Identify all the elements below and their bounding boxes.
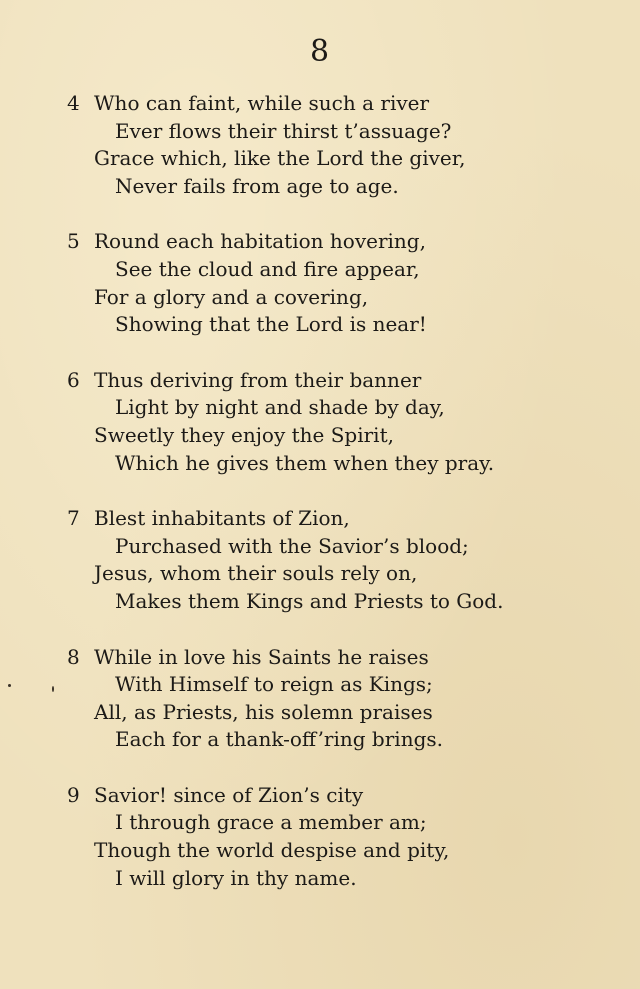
stanza-line-2: Light by night and shade by day,: [115, 395, 445, 420]
stanza-line-1: [67, 782, 627, 810]
stanza-line-1: [67, 505, 627, 533]
stanza-number: 7: [67, 506, 80, 531]
stanza-line-3: For a glory and a covering,: [94, 284, 369, 309]
stanza-number: 8: [67, 644, 80, 669]
stanza-line-2: With Himself to reign as Kings;: [115, 672, 433, 697]
stanza-line-3: Sweetly they enjoy the Spirit,: [94, 422, 394, 447]
stanza-7: [67, 505, 627, 615]
stanza-line-1: [67, 644, 627, 672]
line-text: Savior! since of Zion’s city: [94, 782, 364, 807]
line-text: Thus deriving from their banner: [94, 367, 422, 392]
stanza-line-1: [67, 228, 627, 256]
stanza-line-4: Each for a thank-off’ring brings.: [115, 727, 443, 752]
line-text: Who can faint, while such a river: [94, 91, 430, 115]
line-text: Round each habitation hovering,: [94, 229, 426, 254]
stanza-number: 9: [67, 782, 80, 807]
stanza-6: [67, 367, 627, 477]
page-number: 8: [309, 34, 331, 69]
line-text: While in love his Saints he raises: [94, 644, 429, 669]
stanza-line-3: All, as Priests, his solemn praises: [94, 699, 433, 724]
stanza-9: [67, 782, 627, 892]
stanza-line-4: Never fails from age to age.: [115, 173, 399, 198]
stanza-8: [67, 644, 627, 754]
stanza-line-2: Ever flows their thirst t’assuage?: [115, 118, 452, 143]
ink-spot: [8, 684, 11, 687]
stanza-line-1: [67, 367, 627, 395]
stanza-line-2: See the cloud and fire appear,: [115, 256, 420, 281]
ink-spot: [52, 686, 54, 692]
stanza-line-2: I through grace a member am;: [115, 810, 427, 835]
stanza-5: [67, 228, 627, 338]
stanza-line-3: Though the world despise and pity,: [94, 838, 450, 863]
stanza-4: [67, 90, 627, 200]
stanza-line-3: Jesus, whom their souls rely on,: [94, 561, 418, 586]
stanza-line-4: Showing that the Lord is near!: [115, 312, 427, 337]
stanza-line-4: I will glory in thy name.: [115, 865, 357, 890]
hymn-text: [67, 90, 627, 892]
stanza-number: 6: [67, 367, 80, 392]
stanza-line-1: [67, 90, 627, 118]
stanza-line-4: Which he gives them when they pray.: [115, 450, 495, 475]
stanza-number: 5: [67, 229, 80, 254]
stanza-line-3: Grace which, like the Lord the giver,: [94, 146, 466, 171]
stanza-number: 4: [67, 91, 80, 115]
stanza-line-2: Purchased with the Savior’s blood;: [115, 533, 469, 558]
stanza-line-4: Makes them Kings and Priests to God.: [115, 588, 504, 613]
line-text: Blest inhabitants of Zion,: [94, 506, 350, 531]
